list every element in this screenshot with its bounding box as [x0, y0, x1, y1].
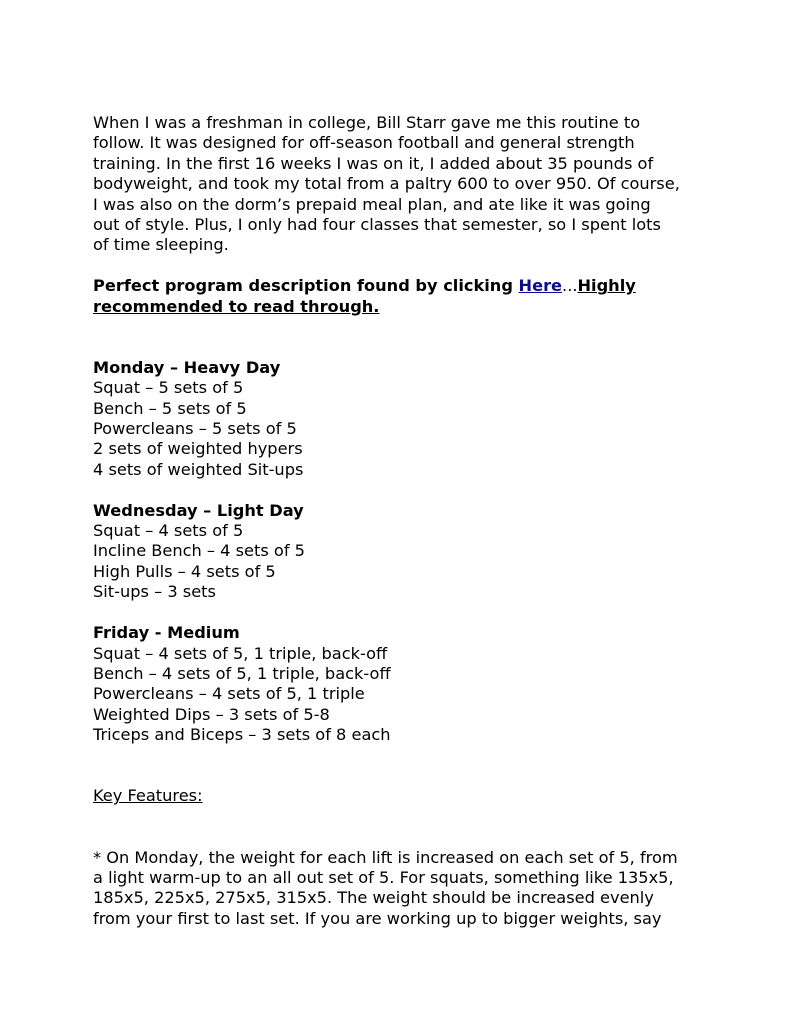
intro-line: I was also on the dorm’s prepaid meal plan, and ate like it was going	[93, 194, 651, 214]
day-monday	[93, 358, 703, 480]
exercise-item: Incline Bench – 4 sets of 5	[93, 541, 305, 561]
day-title: Wednesday – Light Day	[93, 500, 304, 520]
key-features-paragraph	[93, 848, 703, 930]
key-features-line: from your first to last set. If you are working up to bigger weights, say	[93, 908, 662, 928]
day-title: Monday – Heavy Day	[93, 357, 281, 377]
intro-line: training. In the first 16 weeks I was on it, I added about 35 pounds of	[93, 153, 654, 173]
exercise-item: Bench – 4 sets of 5, 1 triple, back-off	[93, 663, 391, 683]
exercise-item: Powercleans – 5 sets of 5	[93, 419, 297, 439]
intro-line: follow. It was designed for off-season football and general strength	[93, 133, 635, 153]
exercise-item: Weighted Dips – 3 sets of 5-8	[93, 704, 330, 724]
intro-line: out of style. Plus, I only had four classes that semester, so I spent lots	[93, 215, 661, 235]
key-features-line: * On Monday, the weight for each lift is increased on each set of 5, from	[93, 847, 678, 867]
intro-line: When I was a freshman in college, Bill Starr gave me this routine to	[93, 113, 641, 132]
key-features-line: a light warm-up to an all out set of 5. For squats, something like 135x5,	[93, 867, 674, 887]
key-features-heading: Key Features:	[93, 786, 203, 806]
exercise-item: 4 sets of weighted Sit-ups	[93, 459, 304, 479]
exercise-item: 2 sets of weighted hypers	[93, 439, 303, 459]
exercise-item: High Pulls – 4 sets of 5	[93, 561, 276, 581]
program-description	[93, 276, 703, 317]
day-wednesday	[93, 501, 703, 603]
intro-line: of time sleeping.	[93, 235, 229, 255]
document-page	[93, 113, 703, 929]
exercise-item: Triceps and Biceps – 3 sets of 8 each	[93, 725, 391, 745]
exercise-item: Sit-ups – 3 sets	[93, 582, 216, 602]
intro-line: bodyweight, and took my total from a paltry 600 to over 950. Of course,	[93, 174, 680, 194]
ellipsis: ...	[562, 276, 578, 296]
exercise-item: Powercleans – 4 sets of 5, 1 triple	[93, 684, 365, 704]
program-description-prefix: Perfect program description found by clicking	[93, 276, 519, 296]
highly-recommended-line1: Highly	[577, 276, 636, 296]
here-link[interactable]: Here	[518, 276, 563, 296]
highly-recommended-line2: recommended to read through.	[93, 296, 380, 316]
intro-paragraph	[93, 113, 703, 256]
exercise-item: Bench – 5 sets of 5	[93, 398, 247, 418]
day-friday	[93, 623, 703, 745]
exercise-item: Squat – 4 sets of 5, 1 triple, back-off	[93, 643, 388, 663]
exercise-item: Squat – 5 sets of 5	[93, 378, 244, 398]
key-features-line: 185x5, 225x5, 275x5, 315x5. The weight should be increased evenly	[93, 888, 654, 908]
day-title: Friday - Medium	[93, 623, 240, 643]
exercise-item: Squat – 4 sets of 5	[93, 521, 244, 541]
